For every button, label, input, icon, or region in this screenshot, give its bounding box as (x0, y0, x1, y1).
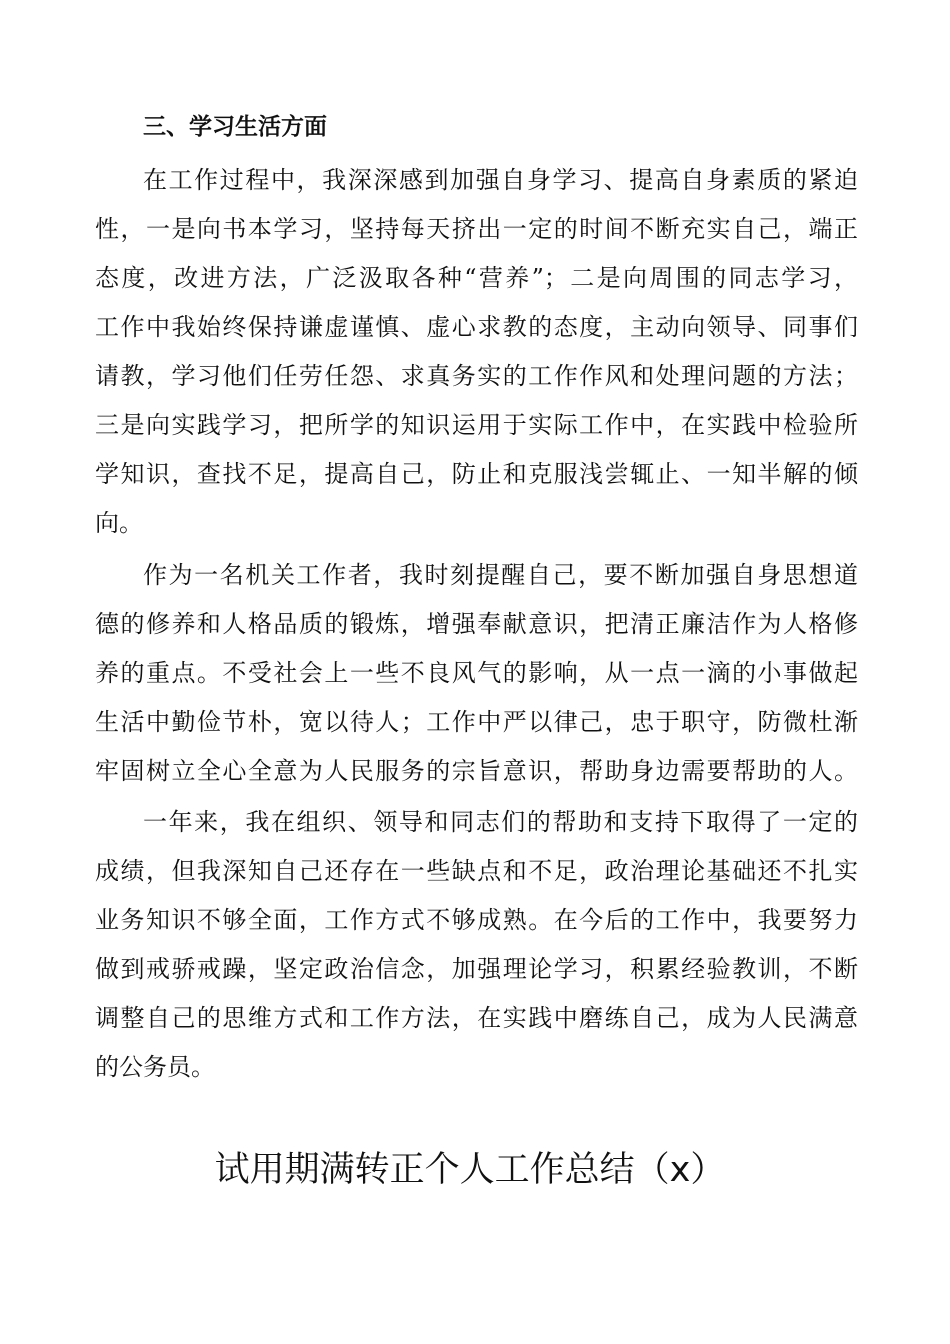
text-line: 请教，学习他们任劳任怨、求真务实的工作作风和处理问题的方法； (95, 362, 858, 390)
text-line: 生活中勤俭节朴，宽以待人；工作中严以律己，忠于职守，防微杜渐 (95, 708, 858, 736)
text-line: 养的重点。不受社会上一些不良风气的影响，从一点一滴的小事做起 (95, 659, 858, 687)
text-line: 三是向实践学习，把所学的知识运用于实际工作中，在实践中检验所 (95, 411, 858, 439)
section-heading: 三、学习生活方面 (143, 114, 327, 140)
text-line: 作为一名机关工作者，我时刻提醒自己，要不断加强自身思想道 (143, 561, 858, 589)
text-line: 一年来，我在组织、领导和同志们的帮助和支持下取得了一定的 (143, 808, 858, 836)
text-line: 在工作过程中，我深深感到加强自身学习、提高自身素质的紧迫 (143, 166, 858, 194)
text-line: 性，一是向书本学习，坚持每天挤出一定的时间不断充实自己，端正 (95, 215, 858, 243)
text-line: 的公务员。 (95, 1053, 215, 1081)
paragraph-learning (95, 156, 858, 548)
text-line: 向。 (95, 509, 143, 537)
text-line: 调整自己的思维方式和工作方法，在实践中磨练自己，成为人民满意 (95, 1004, 858, 1032)
text-line: 牢固树立全心全意为人民服务的宗旨意识，帮助身边需要帮助的人。 (95, 757, 858, 785)
text-line: 成绩，但我深知自己还存在一些缺点和不足，政治理论基础还不扎实 (95, 857, 858, 885)
text-line: 态度，改进方法，广泛汲取各种“营养”；二是向周围的同志学习， (95, 264, 858, 292)
text-line: 德的修养和人格品质的锻炼，增强奉献意识，把清正廉洁作为人格修 (95, 610, 858, 638)
text-line: 业务知识不够全面，工作方式不够成熟。在今后的工作中，我要努力 (95, 906, 858, 934)
text-line: 学知识，查找不足，提高自己，防止和克服浅尝辄止、一知半解的倾 (95, 460, 858, 488)
paragraph-summary (95, 798, 858, 1092)
text-line: 做到戒骄戒躁，坚定政治信念，加强理论学习，积累经验教训，不断 (95, 955, 858, 983)
document-title: 试用期满转正个人工作总结（x） (214, 1150, 726, 1190)
paragraph-self-discipline (95, 551, 858, 796)
text-line: 工作中我始终保持谦虚谨慎、虚心求教的态度，主动向领导、同事们 (95, 313, 858, 341)
